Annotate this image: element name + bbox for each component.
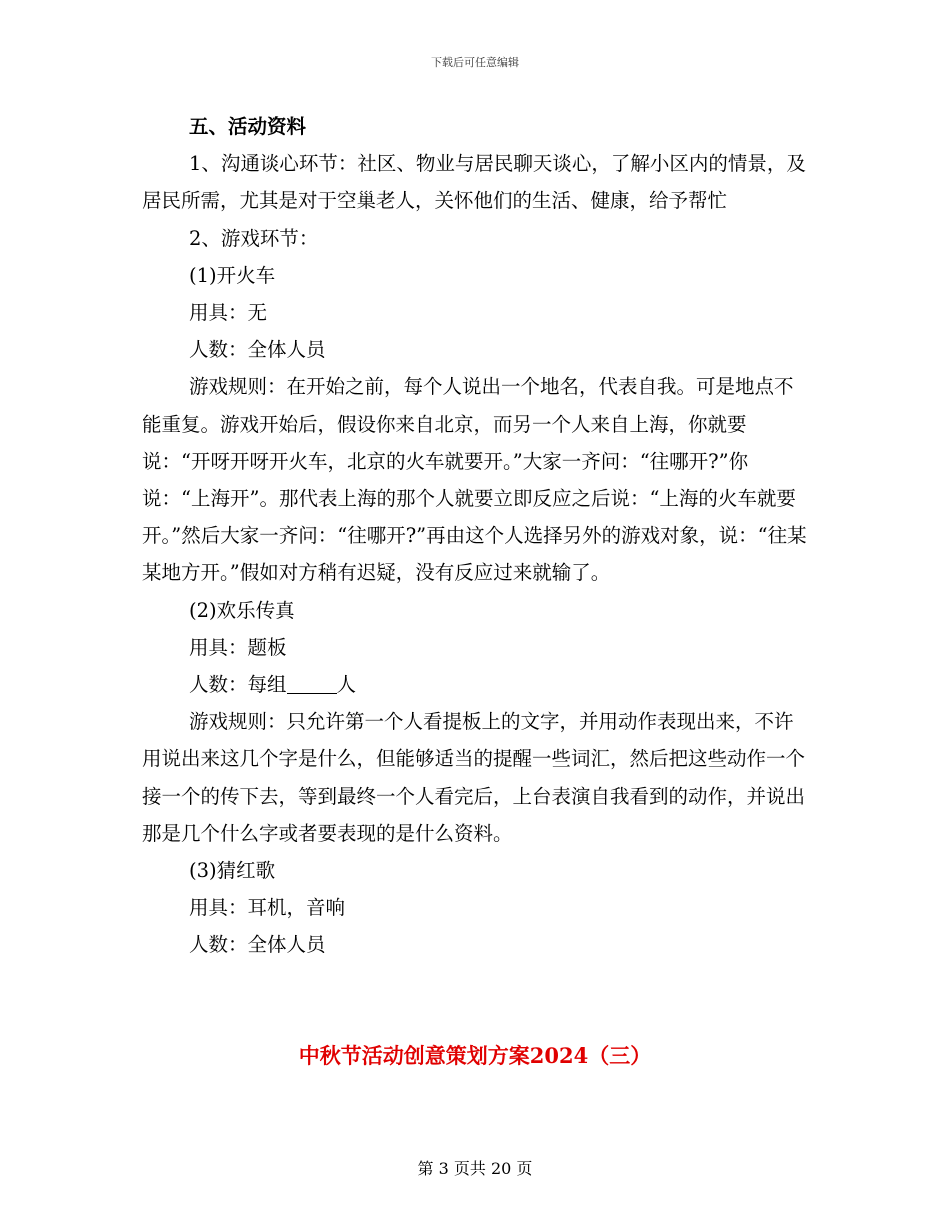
blank-underline [287, 673, 337, 694]
game-3-title: (3)猜红歌 [189, 859, 276, 883]
game-1-rules: 游戏规则：在开始之前，每个人说出一个地名，代表自我。可是地点不能重复。游戏开始后，假设你来自北京，而另一个人来自上海，你就要说：“开呀开呀开火车，北京的火车就要开。”大家一齐问：“往哪开?”你说：“上海开”。那代表上海的那个人就要立即反应之后说：“上海的火车就要开。”然后大家一齐问：“往哪开?”再由这个人选择另外的游戏对象，说：“往某某地方开。”假如对方稍有迟疑，没有反应过来就输了。 [142, 375, 807, 585]
game-2-people [142, 666, 812, 703]
game-1-tools: 用具：无 [189, 301, 268, 325]
game-2-title: (2)欢乐传真 [189, 598, 295, 622]
page-footer: 第 3 页共 20 页 [417, 1159, 533, 1178]
game-2-people-label: 人数：每组 [189, 673, 287, 697]
next-section-title: 中秋节活动创意策划方案2024（三） [298, 1043, 652, 1068]
game-2-tools: 用具：题板 [189, 635, 287, 659]
game-1-people: 人数：全体人员 [189, 338, 326, 362]
game-2-rules: 游戏规则：只允许第一个人看提板上的文字，并用动作表现出来，不许用说出来这几个字是什么，但能够适当的提醒一些词汇，然后把这些动作一个接一个的传下去，等到最终一个人看完后，上台表演自我看到的动作，并说出那是几个什么字或者要表现的是什么资料。 [142, 710, 806, 845]
section-title: 五、活动资料 [189, 115, 307, 138]
game-2-people-suffix: 人 [336, 673, 357, 697]
game-3-tools: 用具：耳机，音响 [189, 896, 346, 920]
game-3-people: 人数：全体人员 [189, 933, 326, 957]
paragraph-game-section: 2、游戏环节： [189, 226, 319, 250]
page-header: 下载后可任意编辑 [431, 56, 519, 69]
game-1-title: (1)开火车 [189, 263, 276, 287]
paragraph-communication: 1、沟通谈心环节：社区、物业与居民聊天谈心，了解小区内的情景，及居民所需，尤其是对于空巢老人，关怀他们的生活、健康，给予帮忙 [142, 152, 806, 213]
document-body [142, 108, 812, 964]
